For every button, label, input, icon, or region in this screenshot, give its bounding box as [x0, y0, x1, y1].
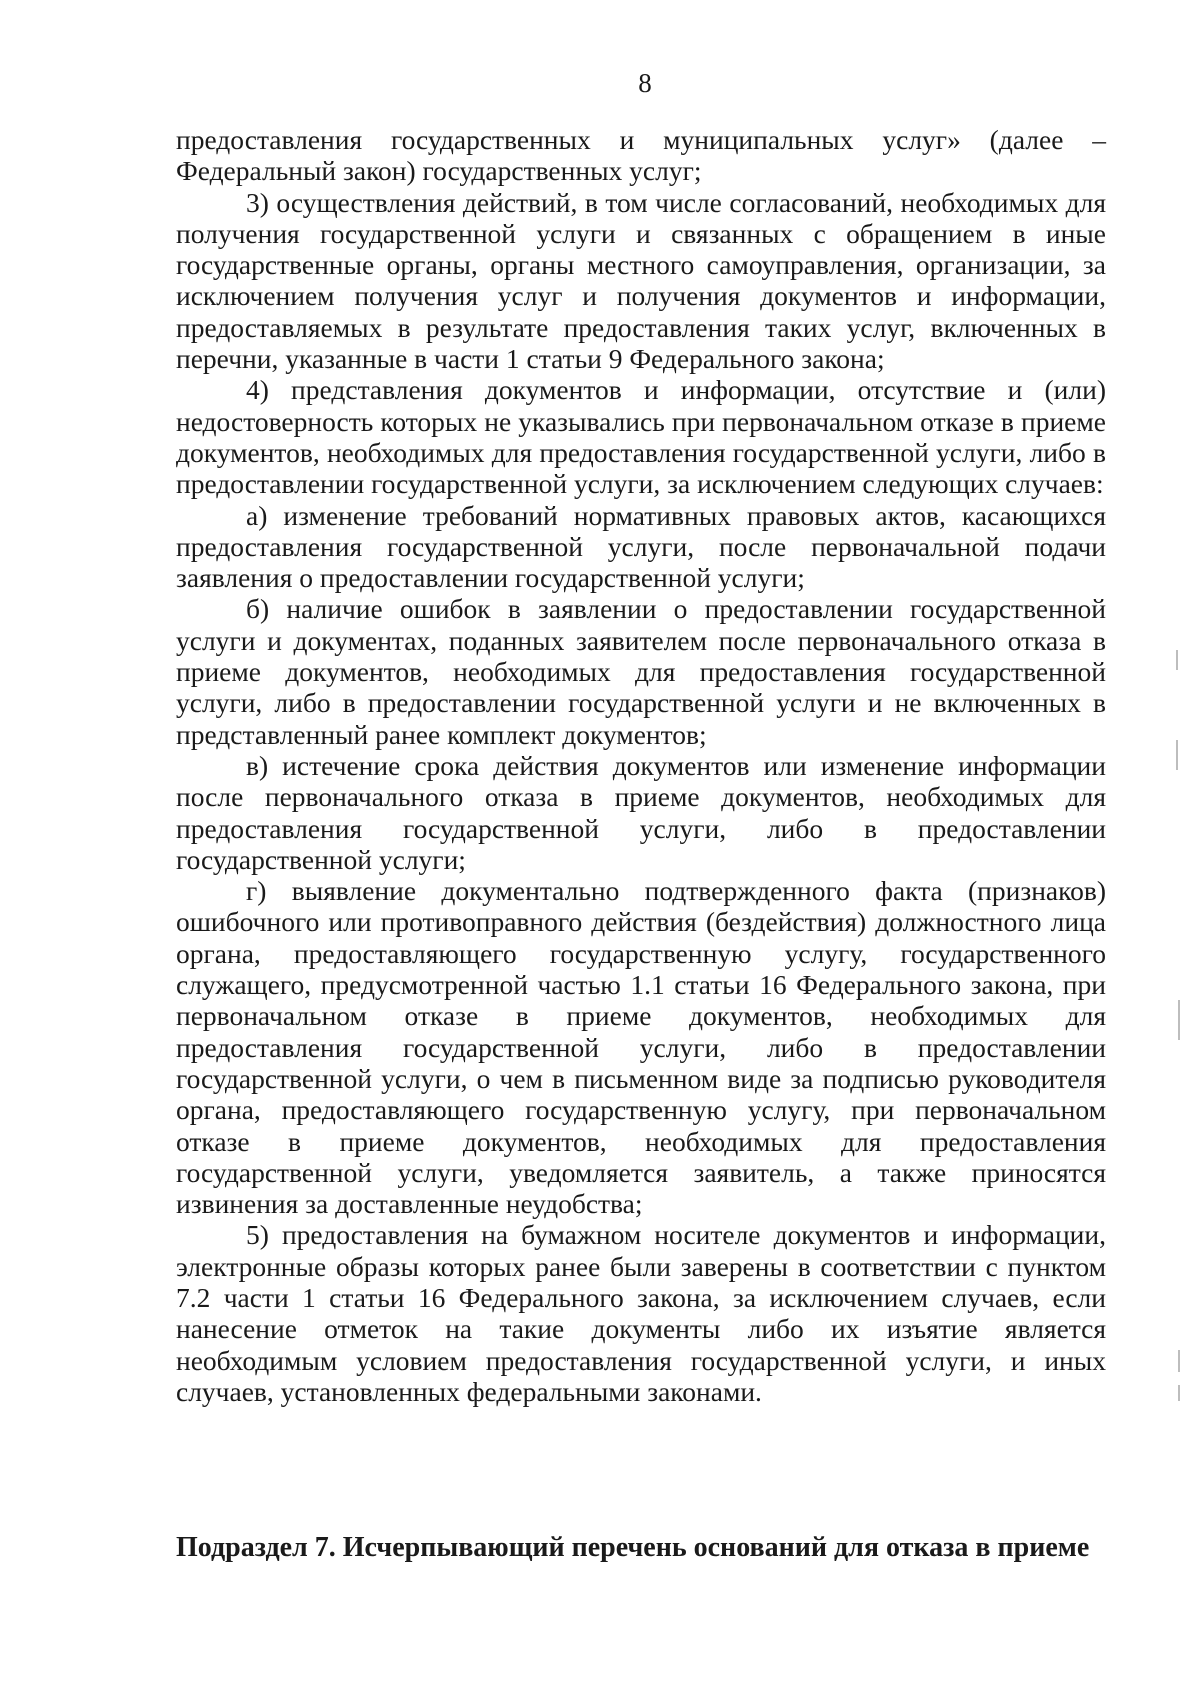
paragraph-continuation: предоставления государственных и муниципальных услуг» (далее – Федеральный закон) государственных услуг; — [176, 124, 1106, 187]
paragraph-subitem-g: г) выявление документально подтвержденного факта (признаков) ошибочного или противоправного действия (бездействия) должностного лица органа, предоставляющего государственную услугу, государственного служащего, предусмотренной частью 1.1 статьи 16 Федерального закона, при первоначальном отказе в приеме документов, необходимых для предоставления государственной услуги, либо в предоставлении государственной услуги, о чем в письменном виде за подписью руководителя органа, предоставляющего государственную услугу, при первоначальном отказе в приеме документов, необходимых для предоставления государственной услуги, уведомляется заявитель, а также приносятся извинения за доставленные неудобства; — [176, 875, 1106, 1220]
document-body — [176, 124, 1106, 1407]
scan-artifact-line — [1178, 1350, 1180, 1372]
scan-artifact-line — [1178, 1000, 1180, 1040]
scan-artifact-line — [1176, 740, 1178, 770]
paragraph-subitem-v: в) истечение срока действия документов или изменение информации после первоначального отказа в приеме документов, необходимых для предоставления государственной услуги, либо в предоставлении государственной услуги; — [176, 749, 1106, 875]
scan-artifact-line — [1178, 1385, 1180, 1401]
paragraph-subitem-a: а) изменение требований нормативных правовых актов, касающихся предоставления государственной услуги, после первоначальной подачи заявления о предоставлении государственной услуги; — [176, 499, 1106, 594]
subsection-heading: Подраздел 7. Исчерпывающий перечень оснований для отказа в приеме — [176, 1532, 1090, 1563]
paragraph-subitem-b: б) наличие ошибок в заявлении о предоставлении государственной услуги и документах, поданных заявителем после первоначального отказа в приеме документов, необходимых для предоставления государственной услуги, либо в предоставлении государственной услуги и не включенных в представленный ранее комплект документов; — [176, 593, 1106, 750]
paragraph-item-3: 3) осуществления действий, в том числе согласований, необходимых для получения государственной услуги и связанных с обращением в иные государственные органы, органы местного самоуправления, организации, за исключением получения услуг и получения документов и информации, предоставляемых в результате предоставления таких услуг, включенных в перечни, указанные в части 1 статьи 9 Федерального закона; — [176, 186, 1106, 375]
paragraph-item-5: 5) предоставления на бумажном носителе документов и информации, электронные образы которых ранее были заверены в соответствии с пунктом 7.2 части 1 статьи 16 Федерального закона, за исключением случаев, если нанесение отметок на такие документы либо их изъятие является необходимым условием предоставления государственной услуги, и иных случаев, установленных федеральными законами. — [176, 1219, 1106, 1407]
page-number: 8 — [638, 68, 652, 98]
scan-artifact-line — [1176, 650, 1178, 670]
paragraph-item-4: 4) представления документов и информации, отсутствие и (или) недостоверность которых не указывались при первоначальном отказе в приеме документов, необходимых для предоставления государственной услуги, либо в предоставлении государственной услуги, за исключением следующих случаев: — [176, 374, 1106, 500]
